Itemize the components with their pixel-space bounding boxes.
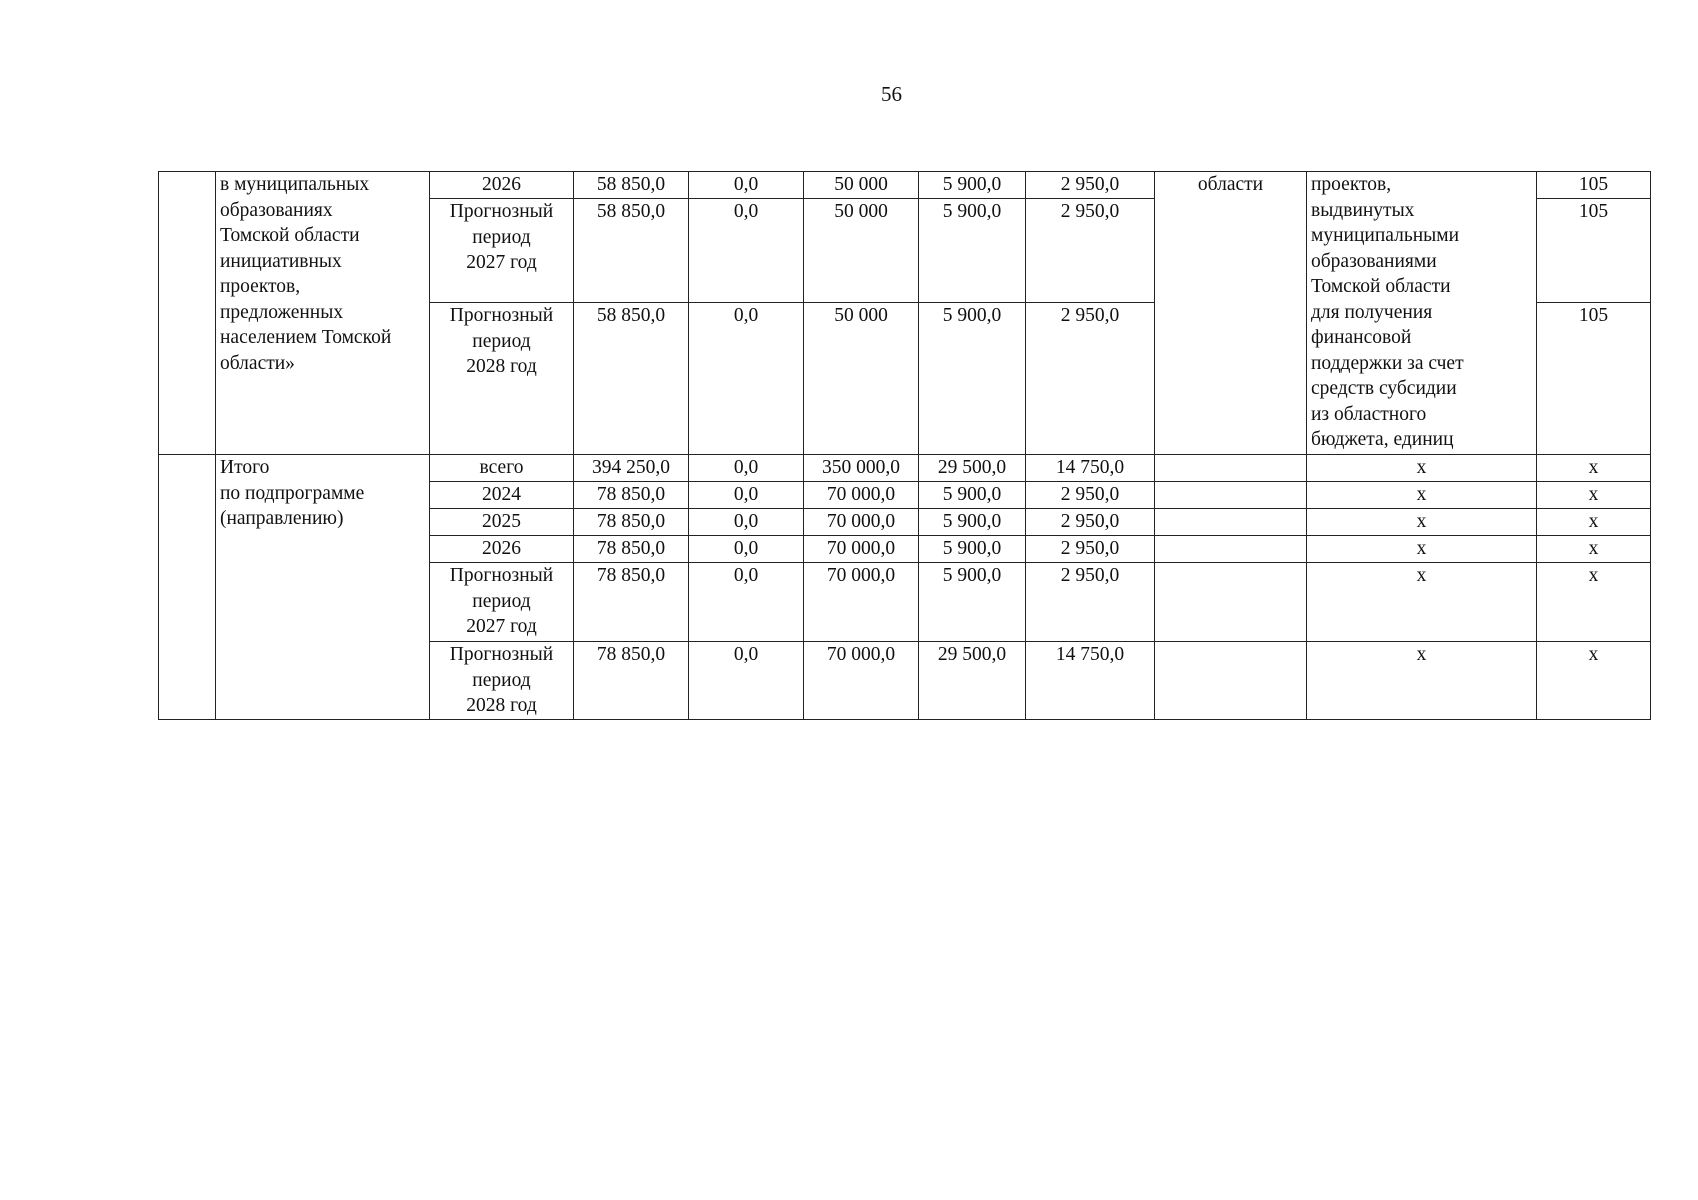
local-cell: 5 900,0 (919, 482, 1026, 509)
period-line: 2024 (482, 484, 521, 505)
federal-cell: 0,0 (689, 536, 804, 563)
regional-cell: 70 000,0 (804, 642, 919, 720)
table-row (159, 172, 1651, 199)
period-line: 2025 (482, 511, 521, 532)
total-cell: 78 850,0 (574, 563, 689, 642)
indicator-line: финансовой (1311, 327, 1412, 348)
period-cell (430, 482, 574, 509)
indicator-line: для получения (1311, 301, 1433, 323)
value-cell: 105 (1537, 199, 1651, 303)
federal-cell: 0,0 (689, 509, 804, 536)
regional-cell: 70 000,0 (804, 563, 919, 642)
executor-cell (1155, 563, 1307, 642)
event-name-line: проектов, (220, 276, 301, 297)
executor-cell (1155, 482, 1307, 509)
regional-cell: 70 000,0 (804, 482, 919, 509)
value-cell: x (1537, 482, 1651, 509)
period-cell (430, 536, 574, 563)
total-cell: 58 850,0 (574, 199, 689, 303)
event-name-line: предложенных (220, 301, 344, 323)
indicator-line: образованиями (1311, 250, 1437, 272)
event-name-line: Томской области (220, 225, 360, 246)
indicator-line: бюджета, единиц (1311, 429, 1454, 450)
period-line: 2027 год (466, 616, 537, 637)
local-cell: 29 500,0 (919, 642, 1026, 720)
event-name-cell (216, 172, 430, 455)
subtotal-label-line: (направлению) (220, 508, 344, 529)
total-cell: 58 850,0 (574, 172, 689, 199)
period-line: 2028 год (466, 695, 537, 716)
indicator-cell: x (1307, 455, 1537, 482)
event-name-line: в муниципальных (220, 174, 370, 195)
event-name-line: образованиях (220, 199, 333, 221)
indicator-cell: x (1307, 563, 1537, 642)
period-line: период (472, 590, 531, 612)
indicator-line: Томской области (1311, 276, 1451, 297)
period-line: 2026 (482, 174, 521, 195)
period-line: Прогнозный (449, 201, 554, 222)
period-line: период (472, 226, 531, 248)
event-name-line: населением Томской (220, 327, 392, 348)
indicator-cell: x (1307, 536, 1537, 563)
period-line: 2027 год (466, 252, 537, 273)
regional-cell: 50 000 (804, 199, 919, 303)
local-cell: 29 500,0 (919, 455, 1026, 482)
other-cell: 2 950,0 (1026, 172, 1155, 199)
period-cell (430, 199, 574, 303)
other-cell: 2 950,0 (1026, 303, 1155, 455)
value-cell: x (1537, 455, 1651, 482)
period-line: 2028 год (466, 356, 537, 377)
period-cell (430, 172, 574, 199)
federal-cell: 0,0 (689, 482, 804, 509)
period-line: 2026 (482, 538, 521, 559)
budget-table (158, 171, 1651, 720)
total-cell: 78 850,0 (574, 536, 689, 563)
number-cell (159, 172, 216, 455)
executor-cell (1155, 455, 1307, 482)
federal-cell: 0,0 (689, 172, 804, 199)
federal-cell: 0,0 (689, 455, 804, 482)
number-cell (159, 455, 216, 720)
regional-cell: 350 000,0 (804, 455, 919, 482)
value-cell: x (1537, 509, 1651, 536)
indicator-line: средств субсидии (1311, 378, 1457, 399)
local-cell: 5 900,0 (919, 536, 1026, 563)
value-cell: 105 (1537, 172, 1651, 199)
local-cell: 5 900,0 (919, 509, 1026, 536)
local-cell: 5 900,0 (919, 172, 1026, 199)
period-line: всего (479, 457, 524, 478)
indicator-line: муниципальными (1311, 225, 1460, 246)
event-name-line: области» (220, 352, 295, 374)
total-cell: 78 850,0 (574, 642, 689, 720)
page-number: 56 (881, 82, 902, 106)
indicator-line: проектов, (1311, 174, 1392, 195)
indicator-line: поддержки за счет (1311, 352, 1464, 374)
regional-cell: 50 000 (804, 172, 919, 199)
federal-cell: 0,0 (689, 642, 804, 720)
other-cell: 14 750,0 (1026, 455, 1155, 482)
period-cell (430, 455, 574, 482)
local-cell: 5 900,0 (919, 199, 1026, 303)
local-cell: 5 900,0 (919, 563, 1026, 642)
regional-cell: 70 000,0 (804, 536, 919, 563)
indicator-line: выдвинутых (1311, 199, 1415, 221)
regional-cell: 50 000 (804, 303, 919, 455)
total-cell: 78 850,0 (574, 509, 689, 536)
value-cell: 105 (1537, 303, 1651, 455)
executor-cell (1155, 536, 1307, 563)
executor-cell (1155, 509, 1307, 536)
federal-cell: 0,0 (689, 563, 804, 642)
period-cell (430, 563, 574, 642)
other-cell: 2 950,0 (1026, 509, 1155, 536)
indicator-line: из областного (1311, 403, 1427, 425)
value-cell: x (1537, 563, 1651, 642)
indicator-cell: x (1307, 642, 1537, 720)
total-cell: 58 850,0 (574, 303, 689, 455)
period-line: Прогнозный (449, 565, 554, 586)
local-cell: 5 900,0 (919, 303, 1026, 455)
period-line: Прогнозный (449, 644, 554, 665)
subtotal-label-cell (216, 455, 430, 720)
subtotal-label-line: Итого (220, 457, 270, 478)
other-cell: 2 950,0 (1026, 482, 1155, 509)
event-name-line: инициативных (220, 250, 342, 272)
executor-cell: области (1155, 172, 1307, 455)
subtotal-label-line: по подпрограмме (220, 482, 365, 504)
indicator-cell: x (1307, 509, 1537, 536)
value-cell: x (1537, 536, 1651, 563)
period-line: Прогнозный (449, 305, 554, 326)
other-cell: 2 950,0 (1026, 199, 1155, 303)
regional-cell: 70 000,0 (804, 509, 919, 536)
period-cell (430, 509, 574, 536)
indicator-cell: x (1307, 482, 1537, 509)
federal-cell: 0,0 (689, 303, 804, 455)
total-cell: 78 850,0 (574, 482, 689, 509)
period-cell (430, 642, 574, 720)
other-cell: 2 950,0 (1026, 536, 1155, 563)
period-line: период (472, 669, 531, 691)
other-cell: 14 750,0 (1026, 642, 1155, 720)
indicator-cell (1307, 172, 1537, 455)
executor-cell (1155, 642, 1307, 720)
other-cell: 2 950,0 (1026, 563, 1155, 642)
period-line: период (472, 330, 531, 352)
value-cell: x (1537, 642, 1651, 720)
period-cell (430, 303, 574, 455)
table-row (159, 455, 1651, 482)
federal-cell: 0,0 (689, 199, 804, 303)
total-cell: 394 250,0 (574, 455, 689, 482)
